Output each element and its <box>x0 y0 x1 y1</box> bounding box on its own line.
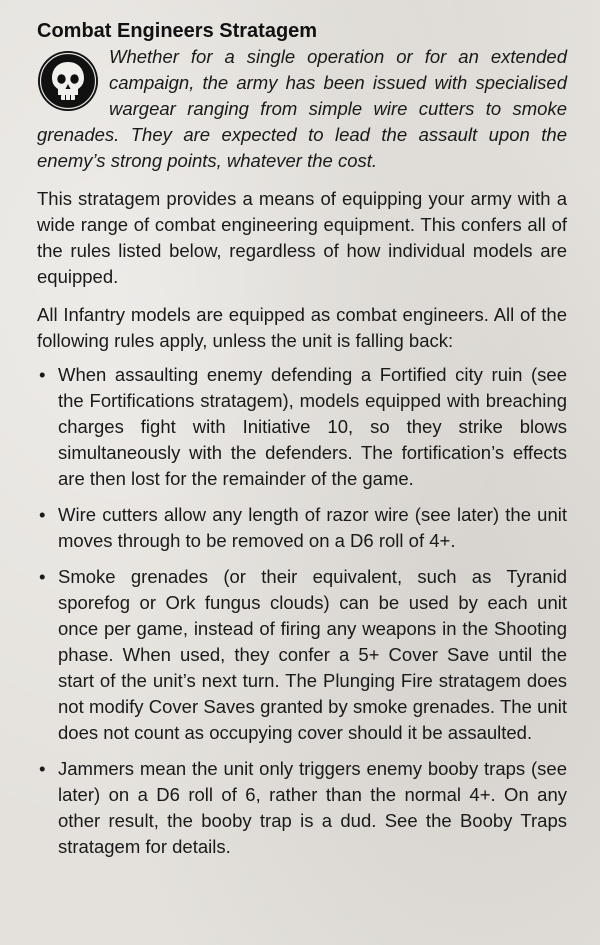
bullet-text: Wire cutters allow any length of razor wire (see later) the unit moves through to be removed on a D6 roll of 4+. <box>58 504 567 551</box>
bullet-text: Jammers mean the unit only triggers enemy booby traps (see later) on a D6 roll of 6, rather than the normal 4+. On any other result, the booby trap is a dud. See the Booby Traps stratagem for details. <box>58 758 567 857</box>
stratagem-page <box>37 18 567 870</box>
list-item <box>37 756 567 860</box>
skull-icon <box>37 50 99 112</box>
bullet-marker: • <box>39 758 46 779</box>
list-item <box>37 502 567 554</box>
bullet-marker: • <box>39 364 46 385</box>
paragraph-2: All Infantry models are equipped as combat engineers. All of the following rules apply, unless the unit is falling back: <box>37 304 567 351</box>
stratagem-title: Combat Engineers Stratagem <box>37 20 318 42</box>
intro-block <box>37 44 567 174</box>
bullet-text: When assaulting enemy defending a Fortified city ruin (see the Fortifications stratagem), models equipped with breaching charges fight with Initiative 10, so they strike blows simultaneously with the defenders. The fortification’s effects are then lost for the remainder of the game. <box>58 364 567 489</box>
list-item <box>37 564 567 746</box>
bullet-text: Smoke grenades (or their equivalent, such as Tyranid sporefog or Ork fungus clouds) can be used by each unit once per game, instead of firing any weapons in the Shooting phase. When used, they confer a 5+ Cover Save until the start of the unit’s next turn. The Plunging Fire stratagem does not modify Cover Saves granted by smoke grenades. The unit does not count as occupying cover should it be assaulted. <box>58 566 567 743</box>
bullet-marker: • <box>39 566 46 587</box>
bullet-marker: • <box>39 504 46 525</box>
intro-text: Whether for a single operation or for an extended campaign, the army has been issued with specialised wargear ranging from simple wire cutters to smoke grenades. They are expected to lead the assault upon the enemy’s strong points, whatever the cost. <box>37 46 567 171</box>
paragraph-1: This stratagem provides a means of equipping your army with a wide range of combat engineering equipment. This confers all of the rules listed below, regardless of how individual models are equipped. <box>37 188 567 287</box>
list-item <box>37 362 567 492</box>
rules-list <box>37 362 567 860</box>
